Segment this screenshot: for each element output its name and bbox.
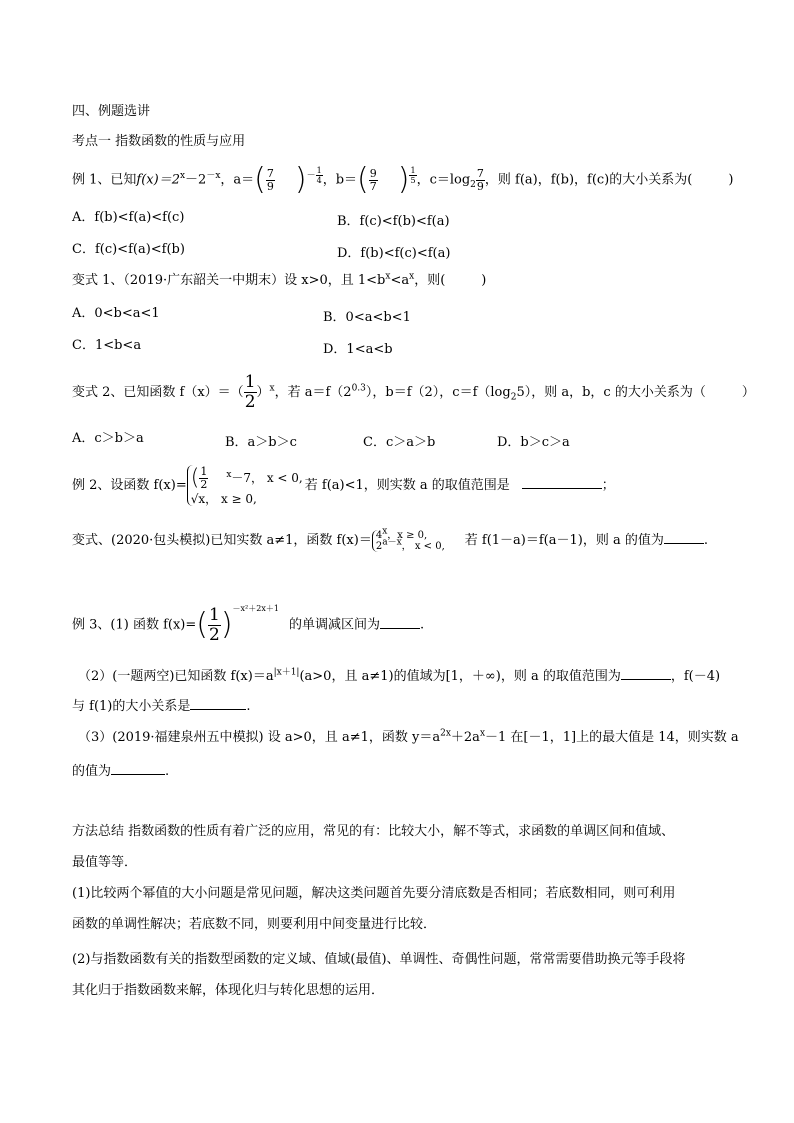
var2-text3: ），b＝f（2），c＝f（log: [365, 385, 511, 400]
variant-ex2-question: [72, 527, 708, 555]
varex2-piecewise: [372, 526, 445, 552]
ex1-c-label: ，c＝log: [416, 172, 471, 188]
ex1-fmid: －2: [185, 172, 207, 188]
summary-p3-line1: (2)与指数函数有关的指数型函数的定义域、值域(最值)、单调性、奇偶性问题，常常需要借助换元等手段将: [72, 952, 686, 967]
ex1-fexp2: －x: [206, 171, 221, 182]
ex1-a-frac: [266, 168, 275, 193]
ex1-b-rparen: ): [397, 162, 410, 197]
ex2-case2: √x， x ≥ 0,: [190, 491, 257, 506]
ex2-tail: 若 f(a)<1，则实数 a 的取值范围是: [304, 478, 510, 493]
var1-tail: ，则(: [414, 273, 446, 288]
var2-text4: 5），则 a，b，c 的大小关系为（: [516, 385, 706, 400]
ex3-lparen: (: [196, 607, 208, 642]
varex2-case2: $2^{a-x}$， x < 0,: [375, 537, 445, 552]
ex1-c-base: 2: [470, 180, 476, 191]
ex2-answer-blank[interactable]: [522, 476, 602, 489]
varex2-end: .: [703, 533, 709, 548]
example-3-part3-line1: （3）(2019·福建泉州五中模拟) 设 a>0，且 a≠1，函数 $y=a^{2x}+2a^x-1$ 在[－1，1]上的最大值是 14，则实数 a: [78, 728, 739, 745]
ex1-option-c[interactable]: C．f(c)<f(a)<f(b): [72, 242, 185, 257]
summary-p1-line2: 最值等等．: [72, 855, 138, 870]
example-1-question: [72, 162, 734, 197]
var2-xexp: x: [269, 383, 275, 394]
ex3-rparen: ): [220, 607, 233, 642]
ex3-frac: $\frac{1}{2}$: [208, 604, 220, 645]
ex2-case1: ( $\frac{1}{2}$ $^x$－7， x < 0,: [190, 465, 303, 492]
ex3-2-answer-blank-2[interactable]: [190, 697, 246, 710]
ex2-lead: 例 2、设函数 f(x)=: [72, 478, 187, 493]
ex1-fexp1: x: [179, 171, 186, 182]
var1-option-b[interactable]: B．0<a<b<1: [323, 310, 411, 325]
var2-option-b[interactable]: B．a＞b＞c: [225, 435, 297, 450]
var2-exp03: 0.3: [351, 383, 366, 394]
ex1-tail: ，则 f(a)，f(b)，f(c)的大小关系为(: [484, 172, 693, 188]
varex2-case1: 4$^x$，x ≥ 0,: [375, 526, 428, 541]
varex2-tail: 若 f(1－a)＝f(a－1)，则 a 的值为: [464, 533, 664, 548]
var2-option-c[interactable]: C．c＞a＞b: [363, 435, 436, 450]
ex1-lead: 例 1、已知: [72, 172, 137, 188]
var1-option-a[interactable]: A．0<b<a<1: [72, 306, 160, 321]
var2-lead: 变式 2、已知函数 f（x）＝（: [72, 385, 244, 400]
ex2-end: ；: [601, 478, 615, 493]
var1-mid: <a: [390, 273, 410, 288]
ex3-tail: 的单调减区间为: [288, 617, 380, 633]
summary-p2-line1: (1)比较两个幂值的大小问题是常见问题，解决这类问题首先要分清底数是否相同；若底数相同，则可利用: [72, 886, 676, 901]
ex3-2-answer-blank-1[interactable]: [621, 667, 671, 680]
var2-close: ）: [741, 385, 755, 400]
ex3-3-answer-blank[interactable]: [111, 762, 165, 775]
ex3-end: .: [419, 617, 425, 633]
ex1-a-label: ，a＝: [220, 172, 255, 188]
ex1-fdef: f(x)＝2: [136, 172, 180, 188]
var2-text2: ，若 a＝f（2: [274, 385, 352, 400]
ex1-option-b[interactable]: B．f(c)<f(b)<f(a): [337, 214, 450, 229]
summary-p1-line1: 方法总结 指数函数的性质有着广泛的应用，常见的有：比较大小，解不等式，求函数的单调区间和值域、: [72, 824, 675, 839]
example-3-part1: [72, 600, 424, 650]
var2-option-d[interactable]: D．b＞c＞a: [497, 435, 570, 450]
ex1-b-lparen: (: [357, 162, 369, 197]
ex3-exp: －x²＋2x＋1: [232, 604, 279, 614]
variant-1-question: [72, 273, 486, 289]
kaodian-heading: 考点一 指数函数的性质与应用: [72, 134, 246, 149]
ex1-b-exp: 1 5: [410, 166, 416, 186]
ex1-b-frac: $\frac{9}{7}$: [369, 166, 377, 193]
variant-2-question: [72, 373, 755, 413]
example-3-part2-line1: （2）(一题两空)已知函数 $f(x)=a^{|x+1|}(a>0$，且 a≠1)的值域为[1，＋∞)，则 a 的取值范围为 ，f(－4): [78, 667, 721, 684]
var1-text: 变式 1、（2019·广东韶关一中期末）设 x>0，且 1<b: [72, 273, 386, 288]
ex1-a-num: 7: [266, 166, 274, 180]
var1-close: ): [481, 273, 487, 288]
var1-option-c[interactable]: C．1<b<a: [72, 338, 142, 353]
ex3-answer-blank[interactable]: [380, 616, 420, 629]
ex1-a-exp: － 1 4: [306, 166, 322, 186]
ex1-b-label: ，b＝: [322, 172, 358, 188]
var1-option-d[interactable]: D．1<a<b: [323, 342, 393, 357]
summary-p2-line2: 函数的单调性解决；若底数不同，则要利用中间变量进行比较．: [72, 917, 437, 932]
ex1-option-a[interactable]: A．f(b)<f(a)<f(c): [72, 210, 185, 225]
summary-p3-line2: 其化归于指数函数来解，体现化归与转化思想的运用．: [72, 983, 385, 998]
example-3-part2-line2: 与 f(1)的大小关系是 .: [72, 699, 251, 714]
ex2-piecewise: [187, 465, 303, 506]
ex1-a-rparen: ): [294, 162, 307, 197]
ex3-lead: 例 3、(1) 函数 f(x)=: [72, 617, 197, 633]
example-2-question: [72, 458, 615, 514]
varex2-lead: 变式、(2020·包头模拟)已知实数 a≠1，函数 f(x)＝: [72, 533, 372, 548]
ex1-close: ): [728, 172, 734, 188]
section-title: 四、例题选讲: [72, 104, 151, 119]
ex1-a-lparen: (: [254, 162, 266, 197]
var1-exp2: x: [409, 271, 415, 282]
example-3-part3-line2: 的值为 .: [72, 764, 170, 779]
var1-exp1: x: [385, 271, 391, 282]
ex1-option-d[interactable]: D．f(b)<f(c)<f(a): [337, 246, 451, 261]
var2-after-frac: ）: [256, 385, 270, 400]
var2-frac: $\frac{1}{2}$: [244, 372, 256, 412]
ex1-c-frac: $\frac{7}{9}$: [476, 166, 484, 193]
varex2-answer-blank[interactable]: [664, 531, 704, 544]
var2-logbase: 2: [510, 392, 517, 403]
ex1-a-den: 9: [266, 179, 274, 193]
var2-option-a[interactable]: A．c＞b＞a: [72, 431, 144, 446]
